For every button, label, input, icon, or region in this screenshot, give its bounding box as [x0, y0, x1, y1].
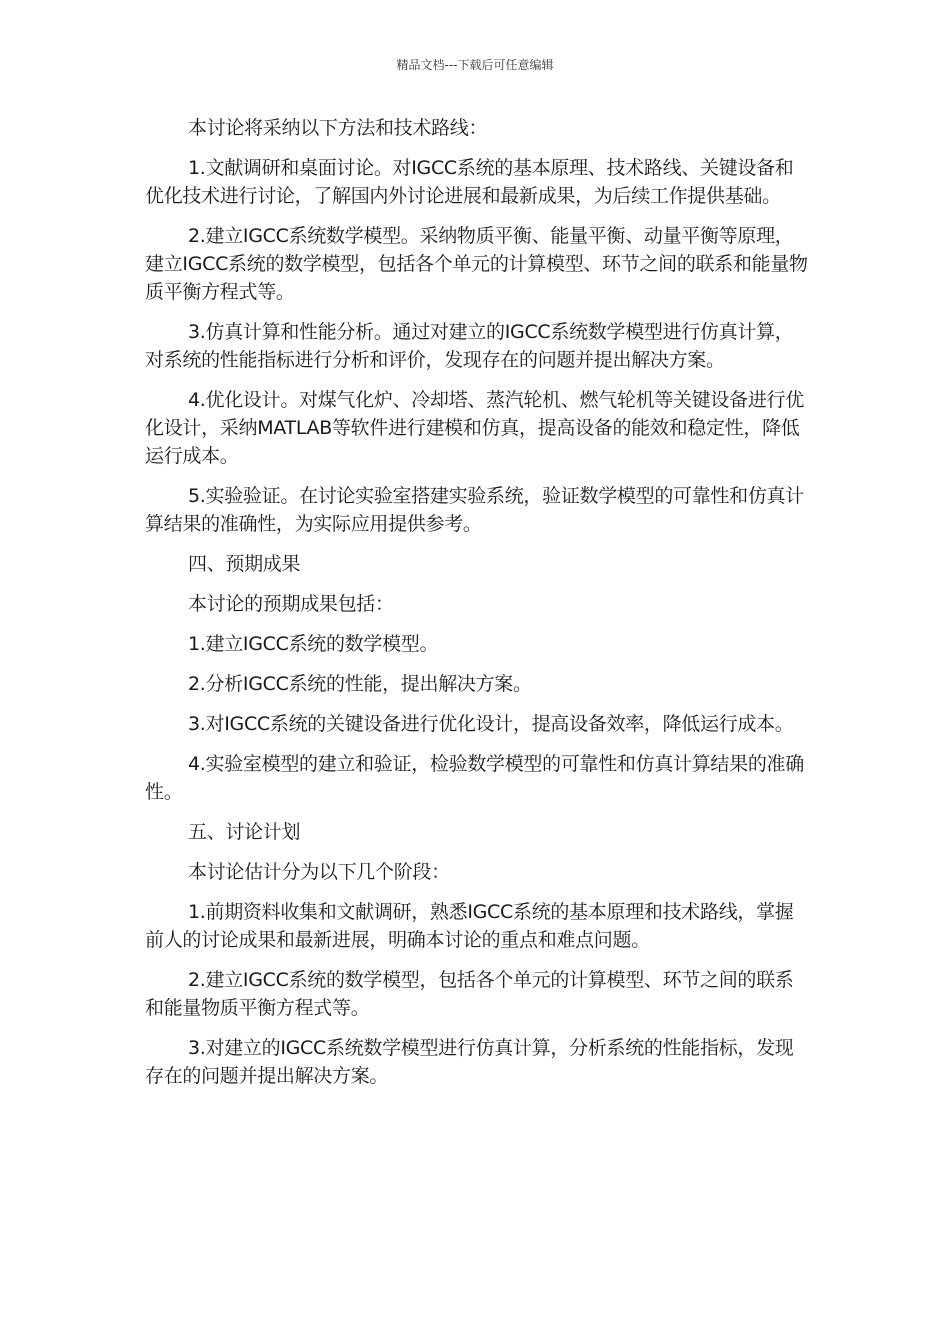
paragraph-method-5: 5.实验验证。在讨论实验室搭建实验系统，验证数学模型的可靠性和仿真计算结果的准确性，为实际应用提供参考。 [145, 485, 804, 535]
paragraph-method-intro: 本讨论将采纳以下方法和技术路线： [188, 117, 488, 139]
paragraph-result-1: 1.建立IGCC系统的数学模型。 [188, 633, 439, 655]
paragraph-result-3: 3.对IGCC系统的关键设备进行优化设计，提高设备效率，降低运行成本。 [188, 713, 794, 735]
paragraph-plan-2: 2.建立IGCC系统的数学模型，包括各个单元的计算模型、环节之间的联系和能量物质平衡方程式等。 [145, 969, 794, 1019]
paragraph-method-2: 2.建立IGCC系统数学模型。采纳物质平衡、能量平衡、动量平衡等原理，建立IGCC系统的数学模型，包括各个单元的计算模型、环节之间的联系和能量物质平衡方程式等。 [145, 225, 808, 303]
page-header: 精品文档---下载后可任意编辑 [396, 58, 554, 72]
paragraph-method-3: 3.仿真计算和性能分析。通过对建立的IGCC系统数学模型进行仿真计算，对系统的性能指标进行分析和评价，发现存在的问题并提出解决方案。 [145, 321, 794, 371]
document-body [145, 114, 810, 1102]
section-heading-plan: 五、讨论计划 [188, 821, 301, 843]
paragraph-method-1: 1.文献调研和桌面讨论。对IGCC系统的基本原理、技术路线、关键设备和优化技术进行讨论，了解国内外讨论进展和最新成果，为后续工作提供基础。 [145, 157, 794, 207]
paragraph-plan-intro: 本讨论估计分为以下几个阶段： [188, 861, 450, 883]
paragraph-plan-1: 1.前期资料收集和文献调研，熟悉IGCC系统的基本原理和技术路线，掌握前人的讨论成果和最新进展，明确本讨论的重点和难点问题。 [145, 901, 794, 951]
paragraph-result-2: 2.分析IGCC系统的性能，提出解决方案。 [188, 673, 532, 695]
section-heading-expected-results: 四、预期成果 [188, 553, 301, 575]
paragraph-method-4: 4.优化设计。对煤气化炉、冷却塔、蒸汽轮机、燃气轮机等关键设备进行优化设计，采纳MATLAB等软件进行建模和仿真，提高设备的能效和稳定性，降低运行成本。 [145, 389, 804, 467]
paragraph-plan-3: 3.对建立的IGCC系统数学模型进行仿真计算，分析系统的性能指标，发现存在的问题并提出解决方案。 [145, 1037, 794, 1087]
paragraph-result-4: 4.实验室模型的建立和验证，检验数学模型的可靠性和仿真计算结果的准确性。 [145, 753, 804, 803]
paragraph-results-intro: 本讨论的预期成果包括： [188, 593, 394, 615]
